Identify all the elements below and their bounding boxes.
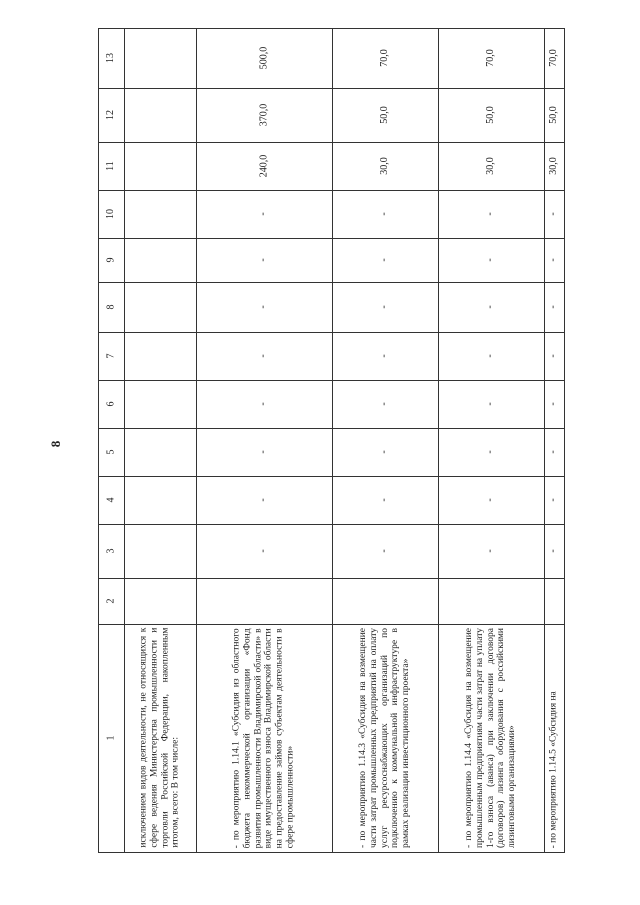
table-grid-line [98, 852, 564, 853]
table-cell [545, 579, 563, 623]
table-cell: - [485, 212, 496, 216]
table-cell: - [548, 498, 559, 502]
column-header: 10 [105, 209, 116, 219]
table-cell: - [548, 305, 559, 309]
column-header: 8 [105, 304, 116, 310]
table-cell [439, 579, 543, 623]
table-cell: - [379, 258, 390, 262]
table-cell [125, 143, 195, 189]
table-cell: - [379, 549, 390, 553]
table-cell: - [548, 354, 559, 358]
table-cell: - [379, 450, 390, 454]
column-header: 12 [105, 110, 116, 120]
table-grid-line [564, 28, 565, 853]
table-cell: - [379, 498, 390, 502]
table-cell: - [485, 354, 496, 358]
row-description: - по мероприятию 1.14.3 «Субсидия на возмещение части затрат промышленных предприятий на оплату услуг ресурсоснабжающих организаций по подключению к коммунальной инфраструктуре в рамках реализации инвестиционного проекта» [358, 627, 412, 848]
table-cell: 30,0 [485, 157, 496, 175]
table-cell: - [548, 549, 559, 553]
table-cell [125, 525, 195, 577]
row-description: - по мероприятию 1.14.5 «Субсидия на [548, 690, 559, 848]
table-cell: - [379, 354, 390, 358]
table-cell [125, 283, 195, 331]
table-cell [125, 333, 195, 379]
table-cell [125, 191, 195, 237]
table-cell: - [258, 402, 269, 406]
column-header: 5 [105, 449, 116, 455]
table-cell: 30,0 [379, 157, 390, 175]
column-header: 11 [104, 161, 116, 171]
column-header: 6 [105, 401, 116, 407]
table-cell: 70,0 [379, 49, 390, 67]
row-description: исключением видов деятельности, не относящихся к сфере ведения Министерства промышленности и торговли Российской Федерации, накопленным итогом, всего: В том числе: [138, 628, 181, 848]
table-cell: - [485, 498, 496, 502]
column-header: 9 [105, 257, 116, 263]
table-cell: 370,0 [258, 103, 269, 127]
table-cell: - [485, 305, 496, 309]
table-cell: - [258, 212, 269, 216]
table-cell: - [258, 354, 269, 358]
column-header: 2 [105, 598, 116, 604]
row-description: - по мероприятию 1.14.1 «Субсидия из областного бюджета некоммерческой организации «Фонд развития промышленности Владимирской области» в виде имущественного взноса Владимирской области на предоставление займов субъектам деятельности в сфере промышленности» [231, 628, 296, 848]
table-cell: 70,0 [548, 49, 559, 67]
table-cell [125, 477, 195, 523]
row-description: - по мероприятию 1.14.4 «Субсидия на возмещение промышленным предприятиям части затрат на уплату 1-го взноса (аванса) при заключении договора (договоров) лизинга оборудования с российскими лизинговыми организациями» [464, 627, 518, 848]
table-cell: 500,0 [258, 46, 269, 70]
table-cell: 240,0 [258, 154, 269, 178]
table-cell: - [379, 212, 390, 216]
table-cell: - [258, 258, 269, 262]
table-cell: 50,0 [379, 106, 390, 124]
table-cell: - [548, 212, 559, 216]
table-cell: - [485, 258, 496, 262]
table-cell [125, 579, 195, 623]
table-cell: - [379, 402, 390, 406]
table-cell: 70,0 [485, 49, 496, 67]
table-cell: - [485, 402, 496, 406]
column-header: 1 [105, 735, 116, 741]
table-cell [125, 381, 195, 427]
table-cell: 30,0 [548, 157, 559, 175]
table-cell: - [258, 450, 269, 454]
table-cell [125, 89, 195, 141]
data-table [98, 28, 564, 852]
column-header: 13 [105, 53, 116, 63]
table-cell: - [548, 402, 559, 406]
column-header: 7 [105, 353, 116, 359]
table-cell [125, 239, 195, 281]
table-cell: - [548, 450, 559, 454]
table-cell: - [548, 258, 559, 262]
table-cell: - [258, 305, 269, 309]
table-cell [125, 29, 195, 87]
table-cell: - [485, 549, 496, 553]
table-cell [333, 579, 437, 623]
table-cell: - [258, 549, 269, 553]
table-cell [197, 579, 331, 623]
column-header: 4 [105, 497, 116, 503]
table-cell: - [379, 305, 390, 309]
table-cell: 50,0 [548, 106, 559, 124]
table-cell: 50,0 [485, 106, 496, 124]
table-cell [125, 429, 195, 475]
column-header: 3 [105, 548, 116, 554]
table-cell: - [258, 498, 269, 502]
table-cell: - [485, 450, 496, 454]
page-number: 8 [48, 440, 63, 448]
